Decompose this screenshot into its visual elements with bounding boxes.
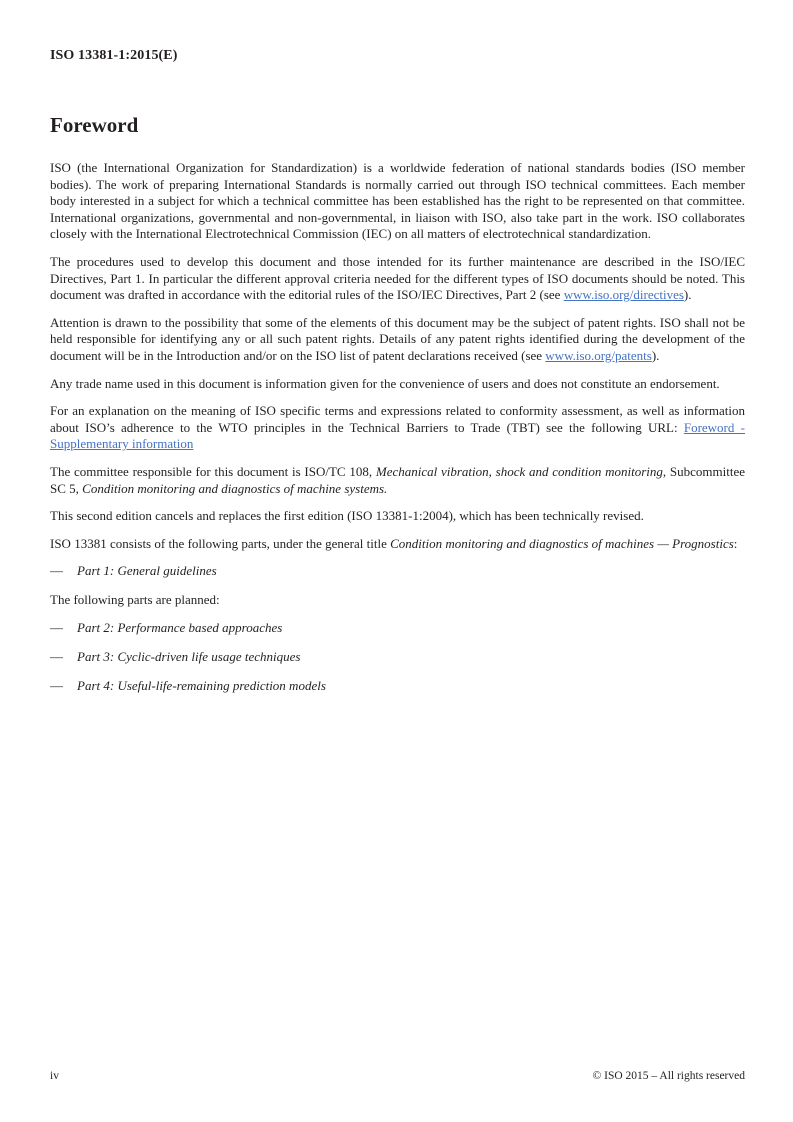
text-run: ). [683, 287, 692, 303]
text-run: The following parts are planned: [50, 592, 220, 608]
list-item-text [77, 563, 217, 580]
text-run: ). [651, 347, 660, 363]
page-footer [50, 1070, 745, 1082]
text-run: This second edition cancels and replaces the first edition (ISO 13381-1:2004), which has been technically revised. [50, 508, 644, 524]
text-run: Attention is drawn to the possibility that some of the elements of this document may be the subject of patent rights. ISO shall not be held responsible for identifying any or all such patent rights. Details of any patent rights identified during the development of the document will be in the Introduction and/or on the ISO list of patent declarations received (see [50, 314, 745, 363]
list-dash: — [50, 649, 63, 665]
hyperlink[interactable]: www.iso.org/directives [563, 287, 684, 303]
paragraph [50, 592, 745, 609]
list-item-text [77, 649, 300, 666]
text-run: The committee responsible for this document is ISO/TC 108, [50, 463, 376, 479]
page-title: Foreword [50, 113, 139, 137]
text-run: Any trade name used in this document is information given for the convenience of users and does not constitute an endorsement. [50, 375, 720, 391]
list-item-text [77, 678, 326, 695]
italic-text: Mechanical vibration, shock and condition monitoring [375, 463, 663, 479]
list-item-text [77, 620, 282, 637]
list-item [50, 678, 745, 695]
text-run: For an explanation on the meaning of ISO specific terms and expressions related to conformity assessment, as well as information about ISO’s adherence to the WTO principles in the Technical Barriers to Trade (TBT) see the following URL: [50, 403, 745, 435]
paragraph [50, 403, 745, 453]
text-run: : [733, 535, 738, 551]
list-item [50, 563, 745, 580]
copyright-notice: © ISO 2015 – All rights reserved [592, 1070, 745, 1082]
text-run: ISO 13381 consists of the following parts, under the general title [50, 535, 391, 551]
document-body [50, 160, 745, 695]
list-dash: — [50, 619, 63, 635]
paragraph [50, 376, 745, 393]
paragraph [50, 160, 745, 243]
paragraph [50, 508, 745, 525]
italic-text: Part 3: Cyclic-driven life usage techniques [77, 649, 301, 665]
list-item [50, 620, 745, 637]
italic-text: Condition monitoring and diagnostics of machines — Prognostics [390, 535, 734, 551]
list-dash: — [50, 563, 63, 579]
paragraph [50, 536, 745, 553]
list-dash: — [50, 678, 63, 694]
paragraph [50, 315, 745, 365]
text-run: The procedures used to develop this document and those intended for its further maintenance are described in the ISO/IEC Directives, Part 1. In particular the different approval criteria needed for the different types of ISO documents should be noted. This document was drafted in accordance with the editorial rules of the ISO/IEC Directives, Part 2 (see [50, 253, 745, 303]
text-run: ISO (the International Organization for Standardization) is a worldwide federation of national standards bodies (ISO member bodies). The work of preparing International Standards is normally carried out through ISO technical committees. Each member body interested in a subject for which a technical committee has been established has the right to be represented on that committee. International organizations, governmental and non-governmental, in liaison with ISO, also take part in the work. ISO collaborates closely with the International Electrotechnical Commission (IEC) on all matters of electrotechnical standardization. [50, 160, 745, 242]
italic-text: Part 1: General guidelines [77, 563, 217, 579]
hyperlink[interactable]: Foreword - Supplementary information [50, 419, 745, 452]
document-reference-header: ISO 13381-1:2015(E) [50, 48, 178, 63]
paragraph [50, 464, 745, 497]
page-number: iv [50, 1070, 59, 1082]
text-run: , Subcommittee SC 5, [50, 463, 745, 496]
italic-text: Part 4: Useful-life-remaining prediction models [77, 678, 326, 694]
italic-text: Part 2: Performance based approaches [77, 619, 283, 635]
list-item [50, 649, 745, 666]
hyperlink[interactable]: www.iso.org/patents [545, 347, 652, 363]
italic-text: Condition monitoring and diagnostics of machine systems. [82, 480, 388, 496]
paragraph [50, 254, 745, 304]
